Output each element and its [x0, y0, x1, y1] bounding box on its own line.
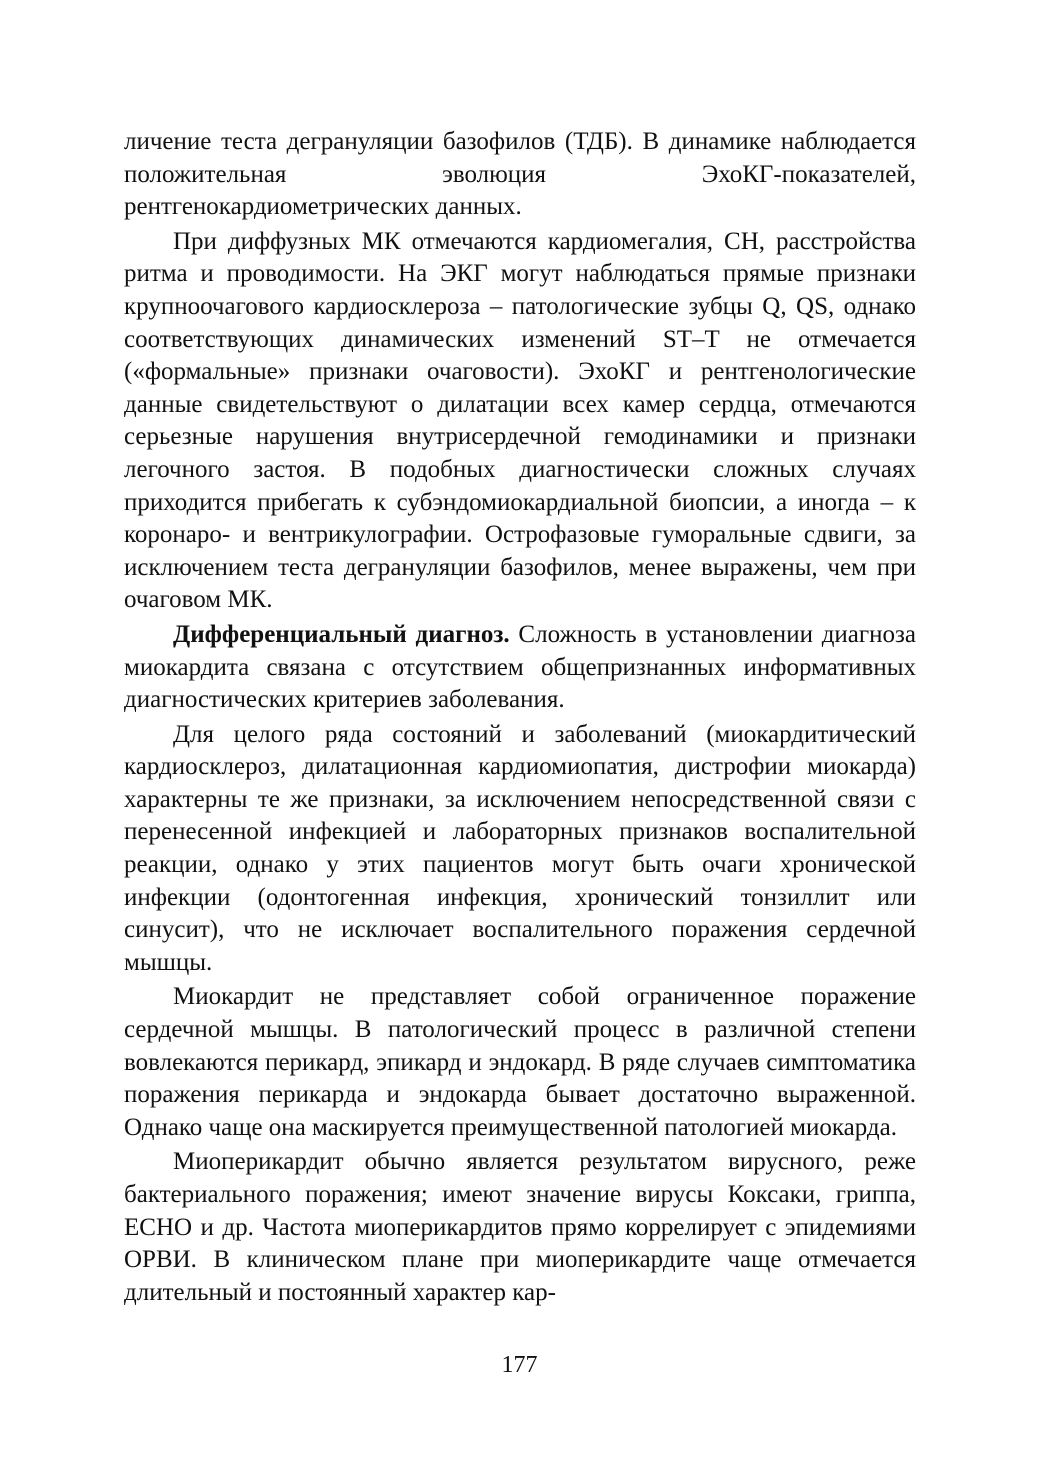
page-body [124, 126, 916, 1311]
page-number: 177 [501, 1352, 538, 1378]
paragraph-text: Сложность в установлении диагноза миокардита связана с отсутствием общепризнанных информативных диагностических критериев заболевания. [124, 620, 916, 714]
section-heading: Дифференциальный диагноз. [173, 620, 510, 648]
paragraph-continuation: личение теста дегрануляции базофилов (ТДБ). В динамике наблюдается положительная эволюция ЭхоКГ-показателей, рентгенокардиометрических данных. [124, 128, 916, 221]
paragraph-myocarditis: Миокардит не представляет собой ограниченное поражение сердечной мышцы. В патологический процесс в различной степени вовлекаются перикард, эпикард и эндокард. В ряде случаев симптоматика поражения перикарда и эндокарда бывает достаточно выраженной. Однако чаще она маскируется преимущественной патологией миокарда. [124, 983, 916, 1141]
paragraph-differential-diagnosis [124, 619, 916, 717]
paragraph-myopericarditis: Миоперикардит обычно является результатом вирусного, реже бактериального поражения; имеют значение вирусы Коксаки, гриппа, ЕСНО и др. Частота миоперикардитов прямо коррелирует с эпидемиями ОРВИ. В клиническом плане при миоперикардите чаще отмечается длительный и постоянный характер кар- [124, 1148, 916, 1306]
paragraph-conditions: Для целого ряда состояний и заболеваний (миокардитический кардиосклероз, дилатационная кардиомиопатия, дистрофии миокарда) характерны те же признаки, за исключением непосредственной связи с перенесенной инфекцией и лабораторных признаков воспалительной реакции, однако у этих пациентов могут быть очаги хронической инфекции (одонтогенная инфекция, хронический тонзиллит или синусит), что не исключает воспалительного поражения сердечной мышцы. [124, 720, 916, 976]
paragraph-diffuse-mk: При диффузных МК отмечаются кардиомегалия, СН, расстройства ритма и проводимости. На ЭКГ могут наблюдаться прямые признаки крупноочагового кардиосклероза – патологические зубцы Q, QS, однако соответствующих динамических изменений ST–T не отмечается («формальные» признаки очаговости). ЭхоКГ и рентгенологические данные свидетельствуют о дилатации всех камер сердца, отмечаются серьезные нарушения внутрисердечной гемодинамики и признаки легочного застоя. В подобных диагностически сложных случаях приходится прибегать к субэндомиокардиальной биопсии, а иногда – к коронаро- и вентрикулографии. Острофазовые гуморальные сдвиги, за исключением теста дегрануляции базофилов, менее выражены, чем при очаговом МК. [124, 227, 916, 614]
